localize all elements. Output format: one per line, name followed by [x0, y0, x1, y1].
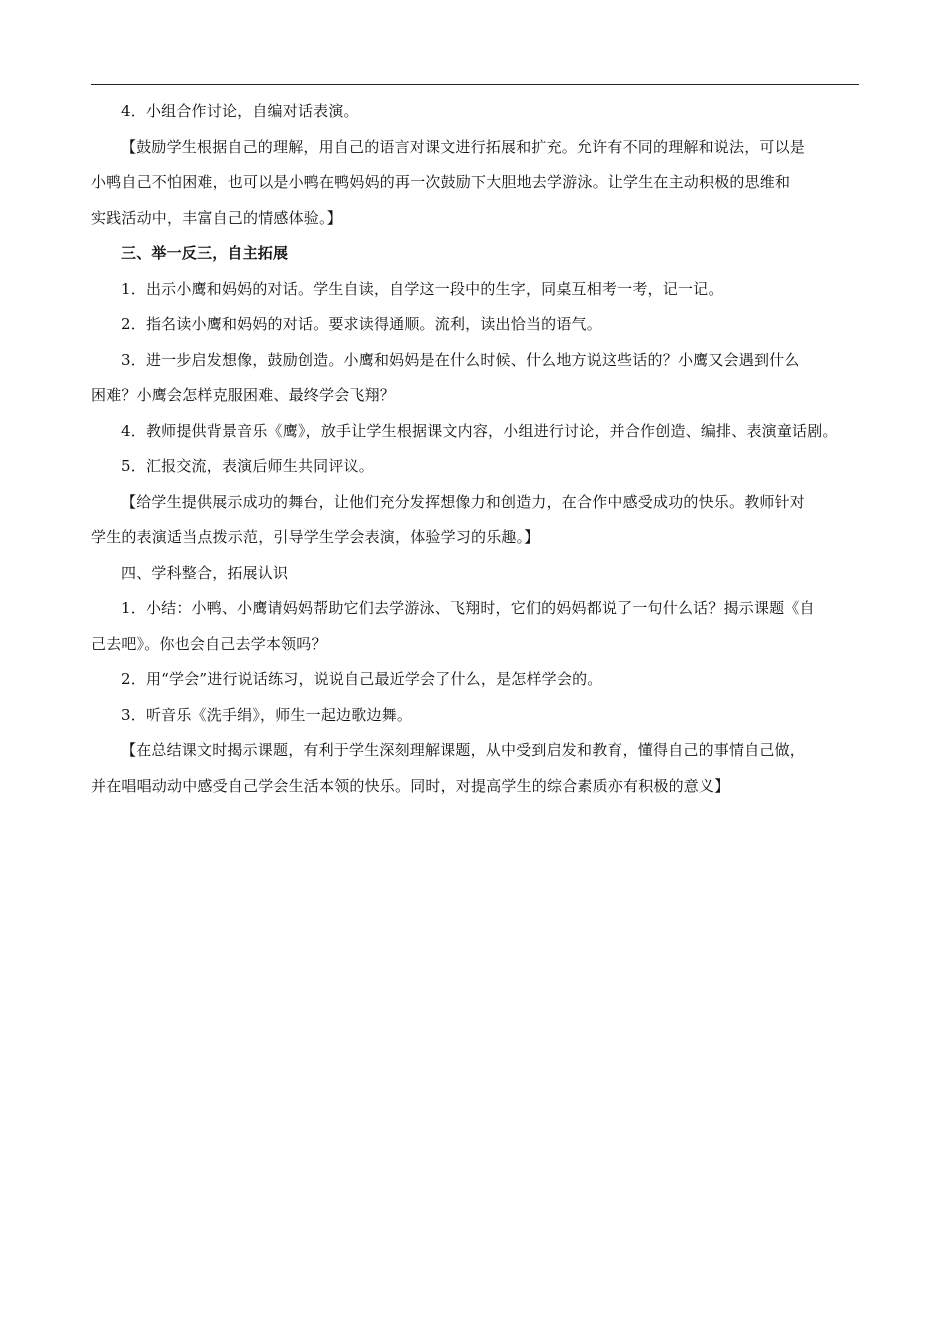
paragraph-summary-1: [91, 591, 871, 662]
paragraph-eagle-2: [91, 307, 871, 343]
paragraph-note-stage: [91, 485, 871, 556]
header-rule: [91, 84, 859, 85]
section-heading: 三、举一反三，自主拓展: [121, 244, 289, 262]
paragraph-line: 4．小组合作讨论，自编对话表演。: [121, 102, 359, 120]
paragraph-summary-3: [91, 698, 871, 734]
paragraph-note-duck: [91, 130, 871, 237]
section-heading: 四、学科整合，拓展认识: [121, 563, 289, 582]
paragraph-eagle-5: [91, 449, 871, 485]
paragraph-line: 1．小结：小鸭、小鹰请妈妈帮助它们去学游泳、飞翔时，它们的妈妈都说了一句什么话？揭示课题《自: [121, 599, 815, 617]
document-body: [91, 94, 871, 804]
paragraph-line: 实践活动中，丰富自己的情感体验。】: [91, 208, 342, 227]
paragraph-note-summary: [91, 733, 871, 804]
paragraph-line: 【在总结课文时揭示课题，有利于学生深刻理解课题，从中受到启发和教育，懂得自己的事情自己做，: [121, 741, 806, 759]
paragraph-line: 学生的表演适当点拨示范，引导学生学会表演，体验学习的乐趣。】: [91, 528, 540, 546]
paragraph-summary-2: [91, 662, 871, 698]
paragraph-line: 5．汇报交流，表演后师生共同评议。: [121, 457, 374, 475]
paragraph-line: 3．进一步启发想像，鼓励创造。小鹰和妈妈是在什么时候、什么地方说这些话的？小鹰又会遇到什么: [121, 350, 800, 369]
paragraph-line: 并在唱唱动动中感受自己学会生活本领的快乐。同时，对提高学生的综合素质亦有积极的意义】: [91, 776, 730, 795]
paragraph-line: 3．听音乐《洗手绢》，师生一起边歌边舞。: [121, 705, 413, 724]
paragraph-line: 2．用“学会”进行说话练习，说说自己最近学会了什么，是怎样学会的。: [121, 670, 603, 688]
paragraph-line: 【鼓励学生根据自己的理解，用自己的语言对课文进行拓展和扩充。允许有不同的理解和说法，可以是: [121, 137, 806, 156]
paragraph-eagle-3: [91, 343, 871, 414]
paragraph-step-4: [91, 94, 871, 130]
paragraph-line: 困难？小鹰会怎样克服困难、最终学会飞翔？: [91, 386, 396, 404]
paragraph-line: 小鸭自己不怕困难，也可以是小鸭在鸭妈妈的再一次鼓励下大胆地去学游泳。让学生在主动积极的思维和: [91, 173, 791, 191]
paragraph-line: 【给学生提供展示成功的舞台，让他们充分发挥想像力和创造力，在合作中感受成功的快乐。教师针对: [121, 492, 806, 511]
paragraph-line: 己去吧》。你也会自己去学本领吗？: [91, 634, 327, 653]
paragraph-line: 1．出示小鹰和妈妈的对话。学生自读，自学这一段中的生字，同桌互相考一考，记一记。: [121, 279, 724, 298]
paragraph-line: 4．教师提供背景音乐《鹰》，放手让学生根据课文内容，小组进行讨论，并合作创造、编排、表演童话剧。: [121, 421, 838, 440]
paragraph-eagle-4: [91, 414, 871, 450]
paragraph-line: 2．指名读小鹰和妈妈的对话。要求读得通顺。流利，读出恰当的语气。: [121, 315, 602, 333]
section-heading-four: [91, 556, 871, 592]
paragraph-eagle-1: [91, 272, 871, 308]
section-heading-three: [91, 236, 871, 272]
